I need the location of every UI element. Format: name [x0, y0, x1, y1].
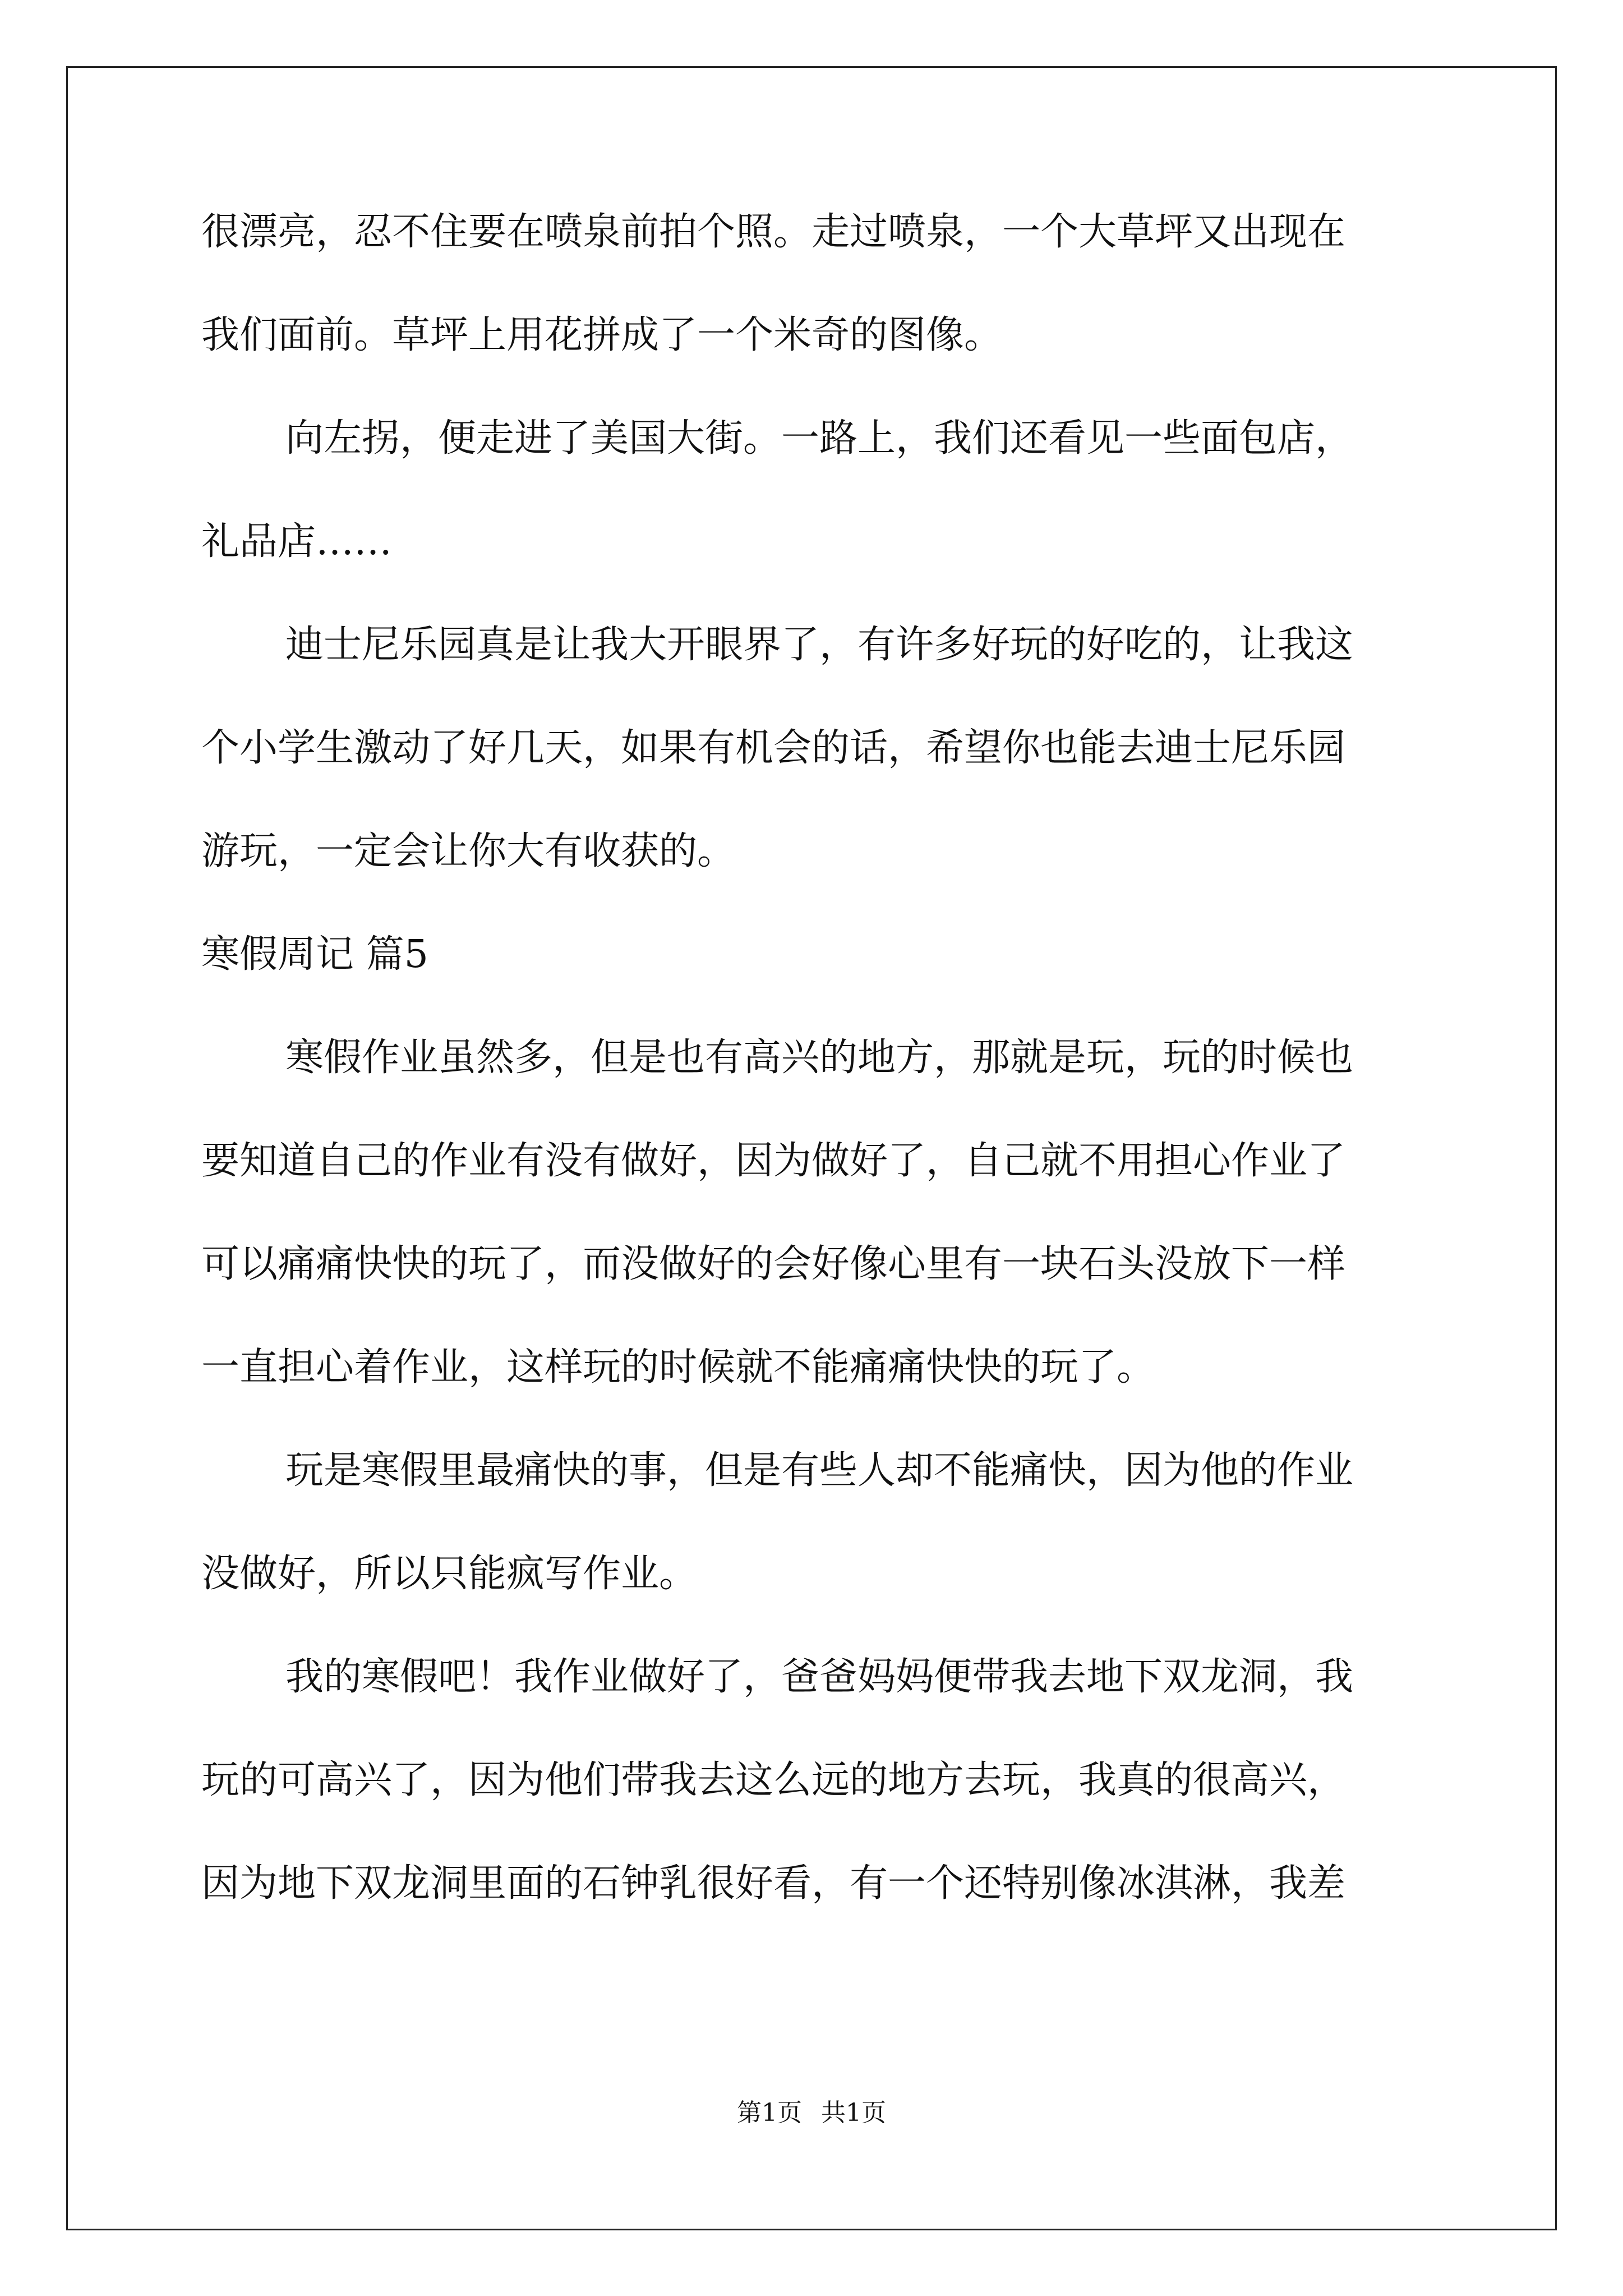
text-line-17: 因为地下双龙洞里面的石钟乳很好看，有一个还特别像冰淇淋，我差 — [201, 1861, 1346, 1906]
text-line-10: 要知道自己的作业有没有做好，因为做好了，自己就不用担心作业了 — [201, 1139, 1346, 1183]
text-line-14: 没做好，所以只能疯写作业。 — [201, 1552, 698, 1596]
section-heading: 寒假周记 篇5 — [201, 932, 428, 977]
text-line-15: 我的寒假吧！我作业做好了，爸爸妈妈便带我去地下双龙洞，我 — [285, 1655, 1354, 1699]
page-number: 第1页 — [737, 2099, 802, 2127]
text-line-9: 寒假作业虽然多，但是也有高兴的地方，那就是玩，玩的时候也 — [285, 1036, 1354, 1080]
page-footer — [0, 2098, 1623, 2128]
text-line-2: 我们面前。草坪上用花拼成了一个米奇的图像。 — [201, 313, 1003, 357]
text-line-1: 很漂亮，忍不住要在喷泉前拍个照。走过喷泉，一个大草坪又出现在 — [201, 210, 1346, 254]
text-line-5: 迪士尼乐园真是让我大开眼界了，有许多好玩的好吃的，让我这 — [285, 623, 1354, 667]
text-line-16: 玩的可高兴了，因为他们带我去这么远的地方去玩，我真的很高兴， — [201, 1758, 1346, 1802]
document-body — [201, 209, 1432, 1963]
text-line-7: 游玩，一定会让你大有收获的。 — [201, 829, 736, 873]
text-line-4: 礼品店…… — [201, 519, 393, 564]
text-line-6: 个小学生激动了好几天，如果有机会的话，希望你也能去迪士尼乐园 — [201, 726, 1346, 770]
text-line-13: 玩是寒假里最痛快的事，但是有些人却不能痛快，因为他的作业 — [285, 1448, 1354, 1493]
page-total: 共1页 — [821, 2099, 886, 2127]
text-line-12: 一直担心着作业，这样玩的时候就不能痛痛快快的玩了。 — [201, 1345, 1155, 1389]
text-line-11: 可以痛痛快快的玩了，而没做好的会好像心里有一块石头没放下一样 — [201, 1242, 1346, 1286]
text-line-3: 向左拐，便走进了美国大街。一路上，我们还看见一些面包店， — [285, 416, 1354, 461]
